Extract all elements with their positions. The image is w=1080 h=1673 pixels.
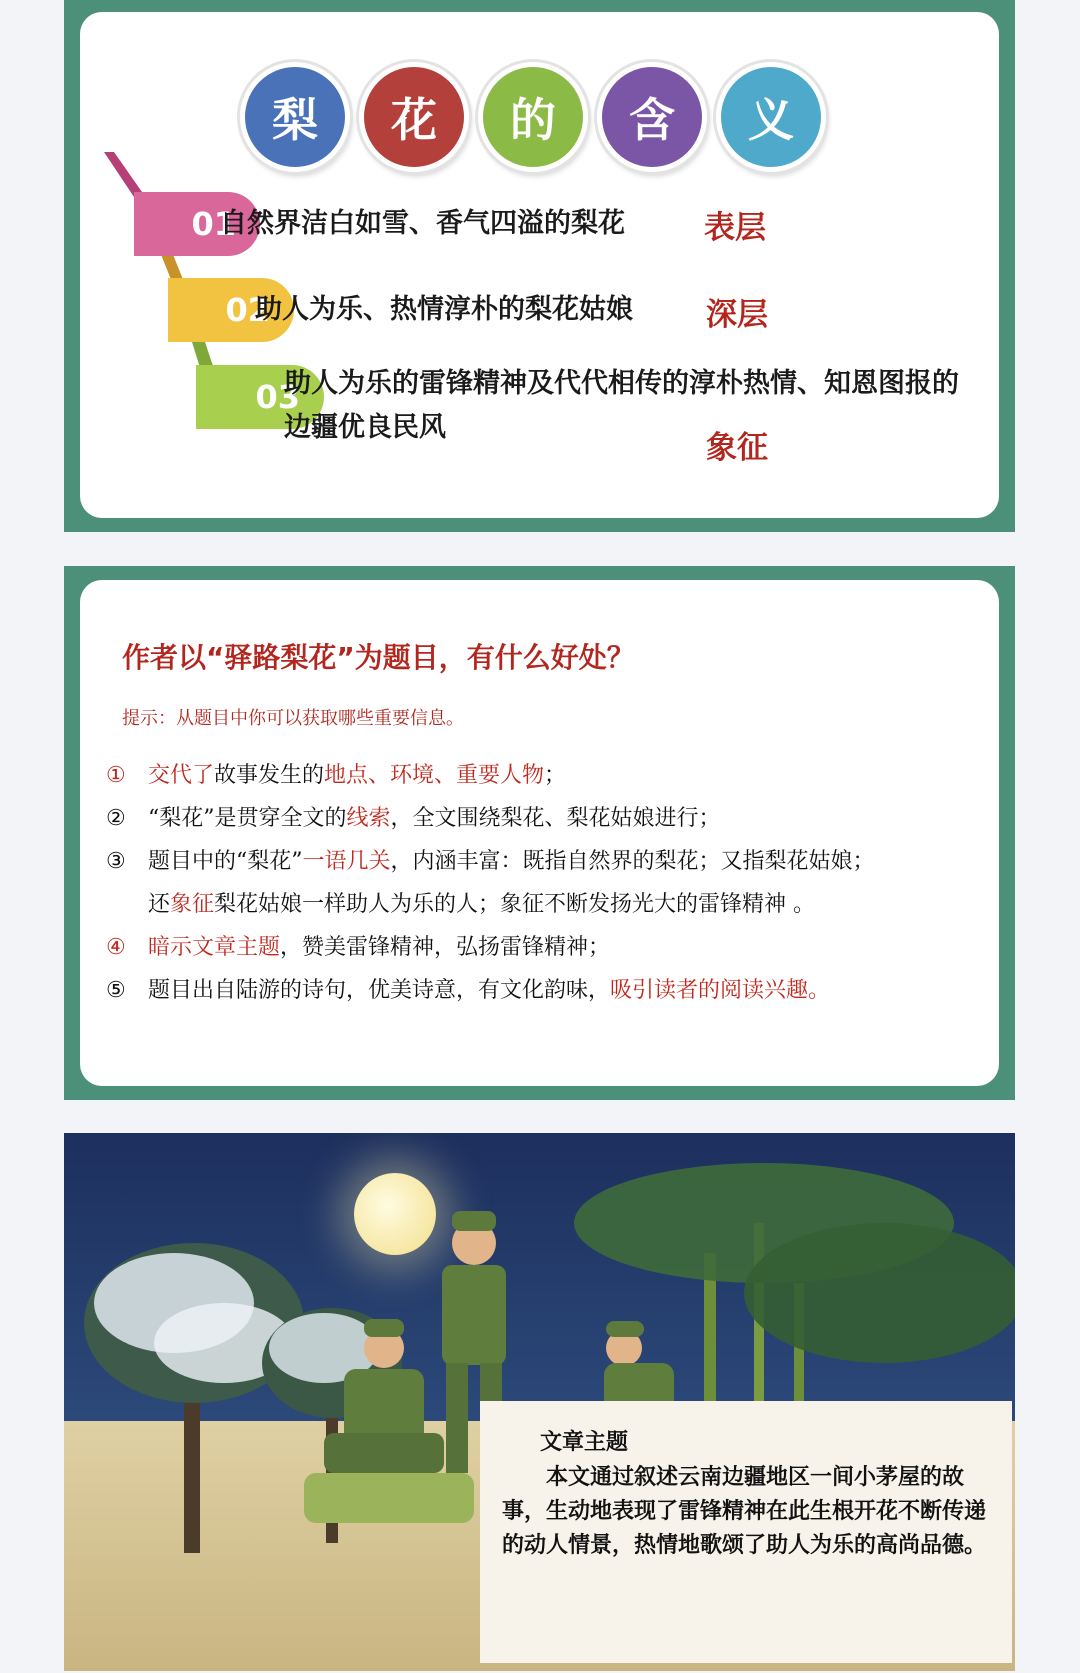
theme-card-body: 本文通过叙述云南边疆地区一间小茅屋的故事，生动地表现了雷锋精神在此生根开花不断传递的动人情景，热情地歌颂了助人为乐的高尚品德。 bbox=[502, 1465, 987, 1558]
title-ball-3: 的 bbox=[478, 62, 588, 172]
point-3-marker: ③ bbox=[106, 849, 126, 874]
point-4-marker: ④ bbox=[106, 935, 126, 960]
title-ball-1: 梨 bbox=[240, 62, 350, 172]
row-3-number-tab: 03 bbox=[196, 365, 324, 429]
point-1-marker: ① bbox=[106, 763, 126, 788]
slide-2-panel bbox=[80, 580, 999, 1086]
row-2-number-tab: 02 bbox=[168, 278, 294, 342]
question-title: 作者以“驿路梨花”为题目，有什么好处？ bbox=[122, 641, 635, 674]
hint-text: 提示：从题目中你可以获取哪些重要信息。 bbox=[122, 708, 464, 729]
point-5-text-b: 吸引读者的阅读兴趣 bbox=[610, 978, 809, 1003]
point-1-text-b: 故事发生的 bbox=[214, 763, 325, 788]
point-3-text-d: 还 bbox=[148, 892, 171, 917]
slide-article-theme bbox=[64, 1133, 1015, 1671]
row-3-text: 助人为乐的雷锋精神及代代相传的淳朴热情、知恩图报的边疆优良民风 bbox=[284, 368, 959, 443]
point-4-text-b: ，赞美雷锋精神，弘扬雷锋精神； bbox=[280, 935, 611, 960]
point-5-text-c: 。 bbox=[808, 978, 831, 1003]
slide-meaning-of-pear-blossom bbox=[64, 0, 1015, 532]
point-2-text-c: ，全文围绕梨花、梨花姑娘进行； bbox=[390, 806, 721, 831]
point-3-continued bbox=[106, 890, 815, 920]
point-5 bbox=[106, 976, 830, 1006]
point-2-marker: ② bbox=[106, 806, 126, 831]
point-4-text-a: 暗示文章主题 bbox=[148, 935, 281, 960]
point-4 bbox=[106, 933, 610, 963]
point-3-text-e: 象征 bbox=[170, 892, 215, 917]
row-2-tag: 深层 bbox=[706, 297, 768, 333]
point-1-text-d: ； bbox=[544, 763, 567, 788]
point-2-text-b: 线索 bbox=[346, 806, 391, 831]
point-1-text-a: 交代了 bbox=[148, 763, 215, 788]
slide-1-panel bbox=[80, 12, 999, 518]
point-1-text-c: 地点、环境、重要人物 bbox=[324, 763, 545, 788]
row-1-text: 自然界洁白如雪、香气四溢的梨花 bbox=[220, 208, 625, 239]
point-3-text-a: 题目中的“梨花” bbox=[148, 849, 303, 874]
row-1-number-tab: 01 bbox=[134, 192, 260, 256]
title-ball-2: 花 bbox=[359, 62, 469, 172]
point-3-text-c: ，内涵丰富：既指自然界的梨花；又指梨花姑娘； bbox=[390, 849, 875, 874]
point-3-text-b: 一语几关 bbox=[302, 849, 391, 874]
theme-card-title: 文章主题 bbox=[540, 1430, 629, 1455]
title-ball-5: 义 bbox=[716, 62, 826, 172]
theme-card bbox=[480, 1401, 1012, 1663]
point-5-text-a: 题目出自陆游的诗句，优美诗意，有文化韵味， bbox=[148, 978, 611, 1003]
row-2-text: 助人为乐、热情淳朴的梨花姑娘 bbox=[255, 294, 633, 325]
point-2-text-a: “梨花”是贯穿全文的 bbox=[148, 806, 347, 831]
row-1-tag: 表层 bbox=[704, 210, 766, 246]
point-5-marker: ⑤ bbox=[106, 978, 126, 1003]
point-3-text-f: 梨花姑娘一样助人为乐的人；象征不断发扬光大的雷锋精神 。 bbox=[214, 892, 816, 917]
point-3 bbox=[106, 847, 875, 877]
point-1 bbox=[106, 761, 566, 791]
slide-title-benefits bbox=[64, 566, 1015, 1100]
point-2 bbox=[106, 804, 721, 834]
row-3-tag: 象征 bbox=[706, 430, 768, 466]
title-ball-4: 含 bbox=[597, 62, 707, 172]
